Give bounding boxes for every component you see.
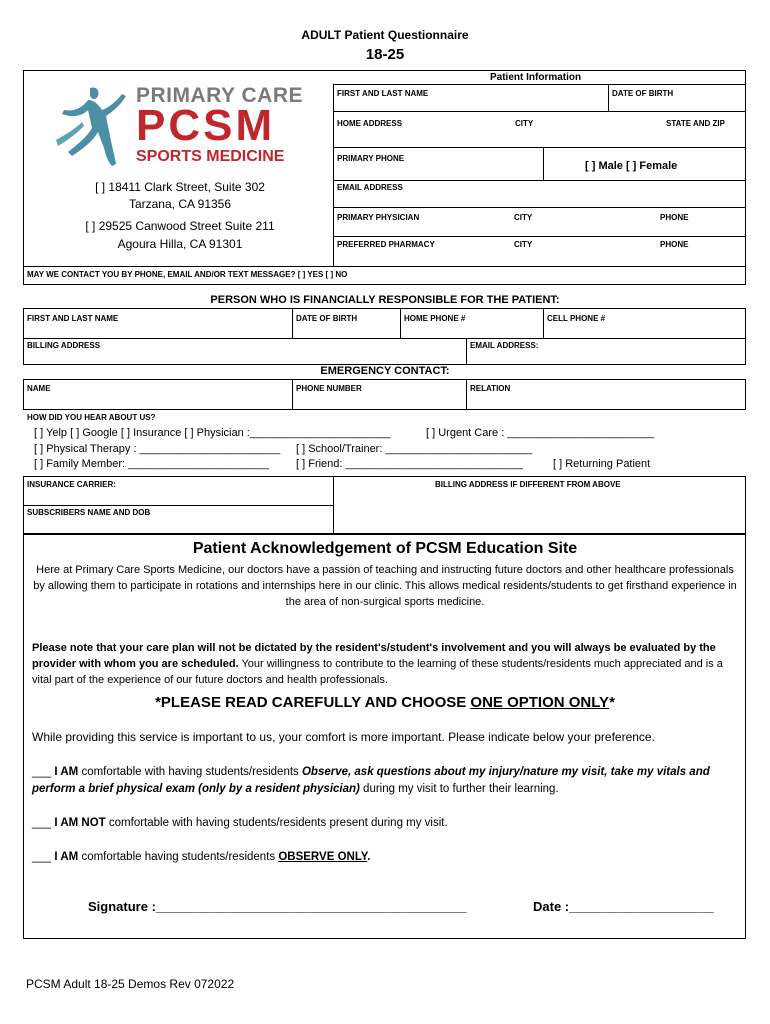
insurance-carrier-field[interactable]: INSURANCE CARRIER: (27, 480, 116, 489)
referral-row-1[interactable]: [ ] Yelp [ ] Google [ ] Insurance [ ] Physician :_______________________ (34, 427, 391, 439)
location-1-city: Tarzana, CA 91356 (128, 197, 232, 211)
city-field[interactable]: CITY (515, 119, 534, 128)
divider (333, 236, 746, 237)
subscriber-field[interactable]: SUBSCRIBERS NAME AND DOB (27, 508, 151, 517)
pharmacy-city-field[interactable]: CITY (514, 240, 533, 249)
home-phone-field[interactable]: HOME PHONE # (404, 314, 466, 323)
divider (292, 308, 293, 338)
cell-phone-field[interactable]: CELL PHONE # (547, 314, 606, 323)
option-1[interactable]: ___ I AM comfortable with having students/residents Observe, ask questions about my injury/nature my visit, take my vitals and perform a brief physical exam (only by a resident physician) during my visit to further their learning. (32, 766, 710, 795)
option-3[interactable]: ___ I AM comfortable having students/residents OBSERVE ONLY. (32, 851, 371, 863)
emergency-relation-field[interactable]: RELATION (470, 384, 511, 393)
divider (400, 308, 401, 338)
billing-address-field[interactable]: BILLING ADDRESS (27, 341, 101, 350)
contribution-note: Your willingness to contribute to the learning of these students/residents much appreciated and is a vital part of the experience of our future doctors and health professionals. (32, 658, 723, 686)
pcsm-logo (52, 82, 302, 172)
alt-billing-address-field[interactable]: BILLING ADDRESS IF DIFFERENT FROM ABOVE (435, 480, 621, 489)
divider (333, 476, 334, 534)
acknowledgement-heading: Patient Acknowledgement of PCSM Education Site (192, 540, 578, 557)
email-field[interactable]: EMAIL ADDRESS (337, 183, 403, 192)
divider (543, 147, 544, 180)
date-line[interactable]: Date :____________________ (533, 899, 714, 914)
responsible-email-field[interactable]: EMAIL ADDRESS: (470, 341, 539, 350)
referral-question: HOW DID YOU HEAR ABOUT US? (27, 413, 156, 422)
home-address-field[interactable]: HOME ADDRESS (337, 119, 403, 128)
pharmacy-phone-field[interactable]: PHONE (660, 240, 689, 249)
gender-checkboxes[interactable]: [ ] Male [ ] Female (585, 160, 678, 172)
primary-physician-field[interactable]: PRIMARY PHYSICIAN (337, 213, 420, 222)
contact-consent-checkboxes[interactable]: MAY WE CONTACT YOU BY PHONE, EMAIL AND/OR TEXT MESSAGE? [ ] YES [ ] NO (27, 270, 348, 279)
responsible-name-field[interactable]: FIRST AND LAST NAME (27, 314, 119, 323)
referral-returning-patient[interactable]: [ ] Returning Patient (553, 458, 651, 470)
referral-urgent-care[interactable]: [ ] Urgent Care : ________________________ (426, 427, 655, 439)
form-title: ADULT Patient Questionnaire (301, 28, 469, 42)
financial-heading: PERSON WHO IS FINANCIALLY RESPONSIBLE FOR THE PATIENT: (210, 294, 560, 306)
logo-sports-medicine: SPORTS MEDICINE (136, 148, 285, 165)
care-plan-note: Please note that your care plan will not be dictated by the resident's/student's involvement and you will always be evaluated by the provider with whom you are scheduled. (32, 642, 716, 670)
referral-friend[interactable]: [ ] Friend: _____________________________ (296, 458, 523, 470)
referral-physical-therapy[interactable]: [ ] Physical Therapy : _______________________ (34, 443, 281, 455)
location-2-city: Agoura Hilla, CA 91301 (117, 237, 243, 251)
primary-phone-field[interactable]: PRIMARY PHONE (337, 154, 405, 163)
divider (608, 84, 609, 111)
logo-pcsm: PCSM (136, 101, 276, 150)
divider (333, 180, 746, 181)
divider (333, 147, 746, 148)
emergency-name-field[interactable]: NAME (27, 384, 51, 393)
divider (23, 505, 333, 506)
state-zip-field[interactable]: STATE AND ZIP (666, 119, 725, 128)
divider (466, 338, 467, 365)
age-range: 18-25 (365, 46, 405, 63)
options-intro: While providing this service is important to us, your comfort is more important. Please indicate below your preference. (32, 730, 655, 744)
referral-family-member[interactable]: [ ] Family Member: _______________________ (34, 458, 269, 470)
options-heading: *PLEASE READ CAREFULLY AND CHOOSE ONE OPTION ONLY* (155, 694, 615, 711)
patient-dob-field[interactable]: DATE OF BIRTH (612, 89, 674, 98)
athlete-figure-icon (52, 82, 132, 168)
location-2-address[interactable]: [ ] 29525 Canwood Street Suite 211 (85, 219, 275, 233)
divider (333, 111, 746, 112)
emergency-heading: EMERGENCY CONTACT: (320, 365, 450, 377)
option-2[interactable]: ___ I AM NOT comfortable with having students/residents present during my visit. (32, 817, 448, 829)
divider (333, 207, 746, 208)
emergency-frame (23, 379, 746, 410)
divider (543, 308, 544, 338)
signature-line[interactable]: Signature :___________________________________________ (88, 899, 467, 914)
divider (466, 379, 467, 410)
divider (333, 84, 746, 85)
patient-name-field[interactable]: FIRST AND LAST NAME (337, 89, 429, 98)
location-1-address[interactable]: [ ] 18411 Clark Street, Suite 302 (95, 180, 265, 194)
divider (23, 266, 746, 267)
divider (23, 338, 746, 339)
pharmacy-field[interactable]: PREFERRED PHARMACY (337, 240, 435, 249)
responsible-dob-field[interactable]: DATE OF BIRTH (296, 314, 358, 323)
physician-phone-field[interactable]: PHONE (660, 213, 689, 222)
acknowledgement-paragraph-1: Here at Primary Care Sports Medicine, our doctors have a passion of teaching and instructing future doctors and other healthcare professionals by allowing them to participate in rotations and internships here in our clinic. This allows medical residents/students to get firsthand experience in the area of non-surgical sports medicine. (33, 564, 737, 608)
divider (292, 379, 293, 410)
emergency-phone-field[interactable]: PHONE NUMBER (296, 384, 362, 393)
footer-revision: PCSM Adult 18-25 Demos Rev 072022 (26, 977, 235, 991)
acknowledgement-paragraph-2 (32, 640, 724, 688)
patient-info-heading: Patient Information (490, 72, 582, 83)
logo-primary-care: PRIMARY CARE (136, 84, 304, 107)
referral-school-trainer[interactable]: [ ] School/Trainer: ________________________ (296, 443, 533, 455)
physician-city-field[interactable]: CITY (514, 213, 533, 222)
financial-frame (23, 308, 746, 365)
